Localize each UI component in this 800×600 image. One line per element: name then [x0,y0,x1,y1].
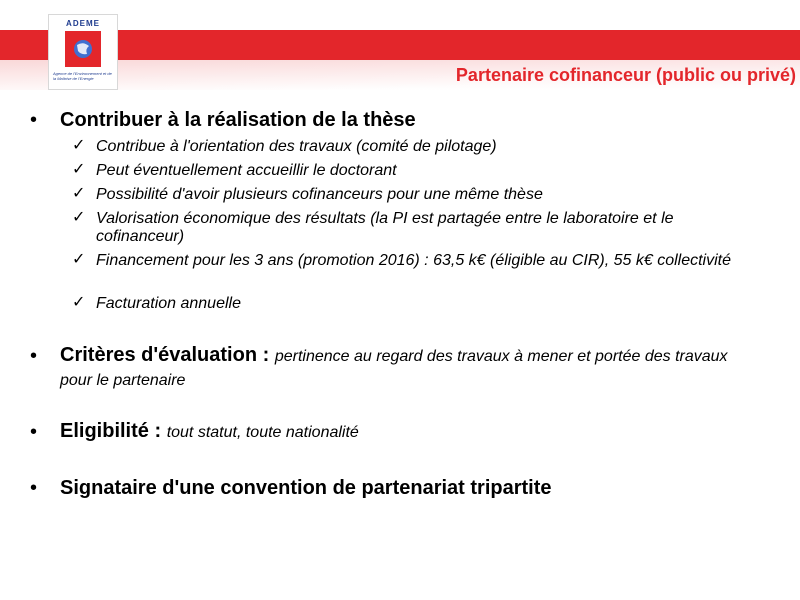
bullet-signataire: Signataire d'une convention de partenariat tripartite [60,477,552,499]
subitem-valorisation: Valorisation économique des résultats (la PI est partagée entre le laboratoire et le cofinanceur) [96,210,674,245]
check-icon: ✓ [72,137,86,154]
ademe-logo [48,14,118,90]
eligibilite-heading: Eligibilité : [60,420,162,442]
bullet-glyph: • [30,477,38,499]
subitem-facturation: Facturation annuelle [96,295,241,312]
header-band [0,30,800,60]
slide-title: Partenaire cofinanceur (public ou privé) [455,65,796,85]
bullet-glyph: • [30,345,38,367]
bullet-glyph: • [30,109,38,131]
subitem-orientation: Contribue à l'orientation des travaux (comité de pilotage) [96,138,497,155]
subitem-accueil: Peut éventuellement accueillir le doctorant [96,162,397,179]
subitem-financement: Financement pour les 3 ans (promotion 2016) : 63,5 k€ (éligible au CIR), 55 k€ collectivité [96,252,731,269]
bullet-eligibilite [60,420,760,444]
check-icon: ✓ [72,185,86,202]
subitem-cofinanceurs: Possibilité d'avoir plusieurs cofinanceurs pour une même thèse [96,186,543,203]
ademe-emblem-icon [65,31,101,67]
logo-wordmark: ADEME [66,19,100,28]
bullet-contribuer: Contribuer à la réalisation de la thèse [60,109,416,131]
criteres-heading: Critères d'évaluation : [60,344,270,366]
check-icon: ✓ [72,209,86,226]
criteres-detail: pertinence au regard des travaux à mener et portée des travaux pour le partenaire [60,348,728,389]
bullet-criteres [60,344,760,392]
check-icon: ✓ [72,251,86,268]
logo-tagline: Agence de l'Environnement et de la Maîtrise de l'Energie [53,71,112,81]
eligibilite-detail: tout statut, toute nationalité [166,424,359,441]
bullet-glyph: • [30,421,38,443]
check-icon: ✓ [72,161,86,178]
check-icon: ✓ [72,294,86,311]
